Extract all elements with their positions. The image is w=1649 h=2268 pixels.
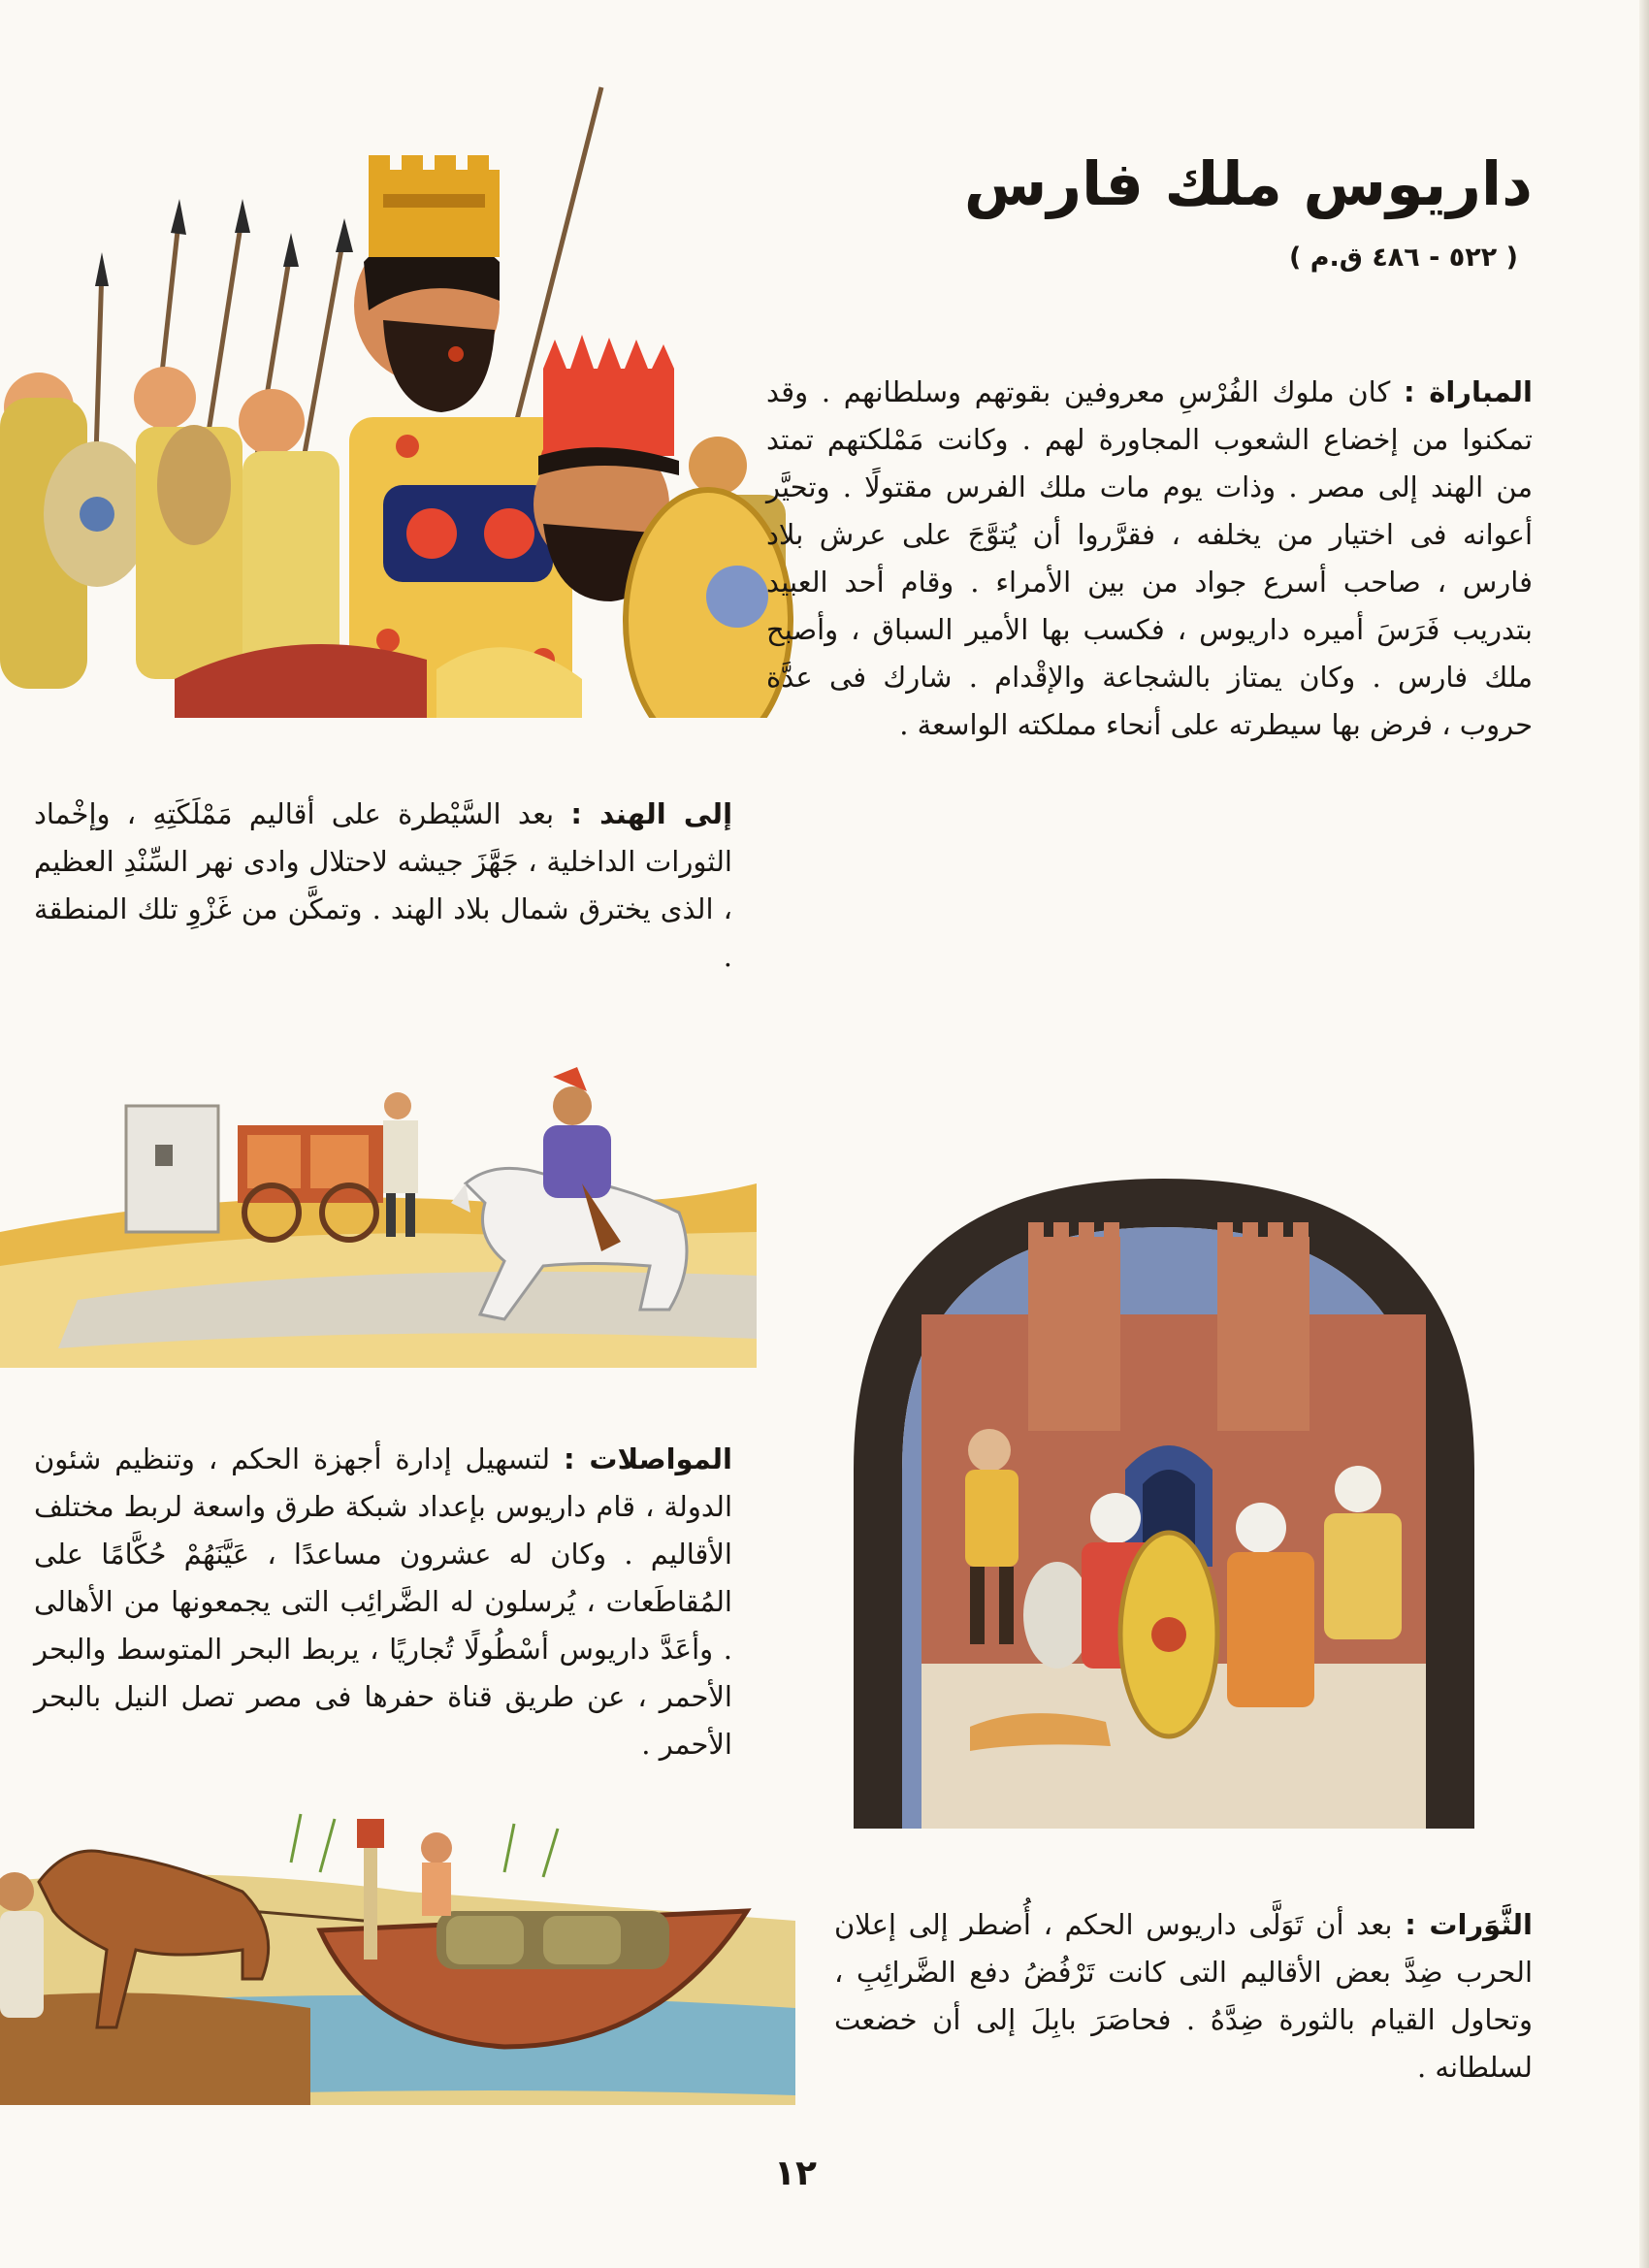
- section-india-body: بعد السَّيْطرة على أقاليم مَمْلَكَتِهِ ، وإخْماد الثورات الداخلية ، جَهَّزَ جيشه لاحتلال وادى نهر السِّنْدِ العظيم ، الذى يخترق شمال بلاد الهند . وتمكَّن من غَزْوِ تلك المنطقة .: [34, 797, 732, 973]
- page-title: داريوس ملك فارس: [963, 148, 1533, 219]
- section-contest-term: المباراة :: [1404, 375, 1533, 408]
- reign-dates: ( ٥٢٢ - ٤٨٦ ق.م ): [1289, 243, 1518, 273]
- section-contest: [766, 369, 1533, 749]
- section-communications-term: المواصلات :: [564, 1442, 733, 1475]
- section-india-term: إلى الهند :: [570, 797, 733, 830]
- horse-towing-boat-on-canal-illustration: [0, 1804, 795, 2105]
- soldiers-storming-city-gate-illustration: [834, 1159, 1523, 1829]
- page-edge: [1639, 0, 1649, 2268]
- section-revolts-term: الثَّوَرات :: [1405, 1908, 1533, 1941]
- section-communications-body: لتسهيل إدارة أجهزة الحكم ، وتنظيم شئون الدولة ، قام داريوس بإعداد شبكة طرق واسعة لربط مختلف الأقاليم . وكان له عشرون مساعدًا ، عَيَّنَهُمْ حُكَّامًا على المُقاطَعات ، يُرسلون له الضَّرائِب التى يجمعونها من الأهالى . وأعَدَّ داريوس أسْطُولًا تُجاريًا ، يربط البحر المتوسط والبحر الأحمر ، عن طريق قناة حفرها فى مصر تصل النيل بالبحر الأحمر .: [34, 1442, 732, 1761]
- page-number: ١٢: [774, 2154, 817, 2193]
- horse-rider-on-road-illustration: [0, 1067, 757, 1368]
- section-revolts: [834, 1901, 1533, 2091]
- section-revolts-body: بعد أن تَوَلَّى داريوس الحكم ، أُضطر إلى إعلان الحرب ضِدَّ بعض الأقاليم التى كانت تَرْفُضُ دفع الضَّرائِبِ ، وتحاول القيام بالثورة ضِدَّهُ . فحاصَرَ بابِلَ إلى أن خضعت لسلطانه .: [834, 1908, 1533, 2084]
- section-communications: [34, 1436, 732, 1768]
- section-contest-body: كان ملوك الفُرْسِ معروفين بقوتهم وسلطانهم . وقد تمكنوا من إخضاع الشعوب المجاورة لهم . وكانت مَمْلكتهم تمتد من الهند إلى مصر . وذات يوم مات ملك الفرس مقتولًا . وتحيَّر أعوانه فى اختيار من يخلفه ، فقرَّروا أن يُتوَّجَ على عرش بلاد فارس ، صاحب أسرع جواد من بين الأمراء . وقام أحد العبيد بتدريب فَرَسَ أميره داريوس ، فكسب بها الأمير السباق ، وأصبح ملك فارس . وكان يمتاز بالشجاعة والإقْدام . شارك فى عدَّة حروب ، فرض بها سيطرته على أنحاء مملكته الواسعة .: [766, 375, 1533, 741]
- persian-king-with-spearmen-illustration: [0, 78, 795, 718]
- section-india: [34, 791, 732, 981]
